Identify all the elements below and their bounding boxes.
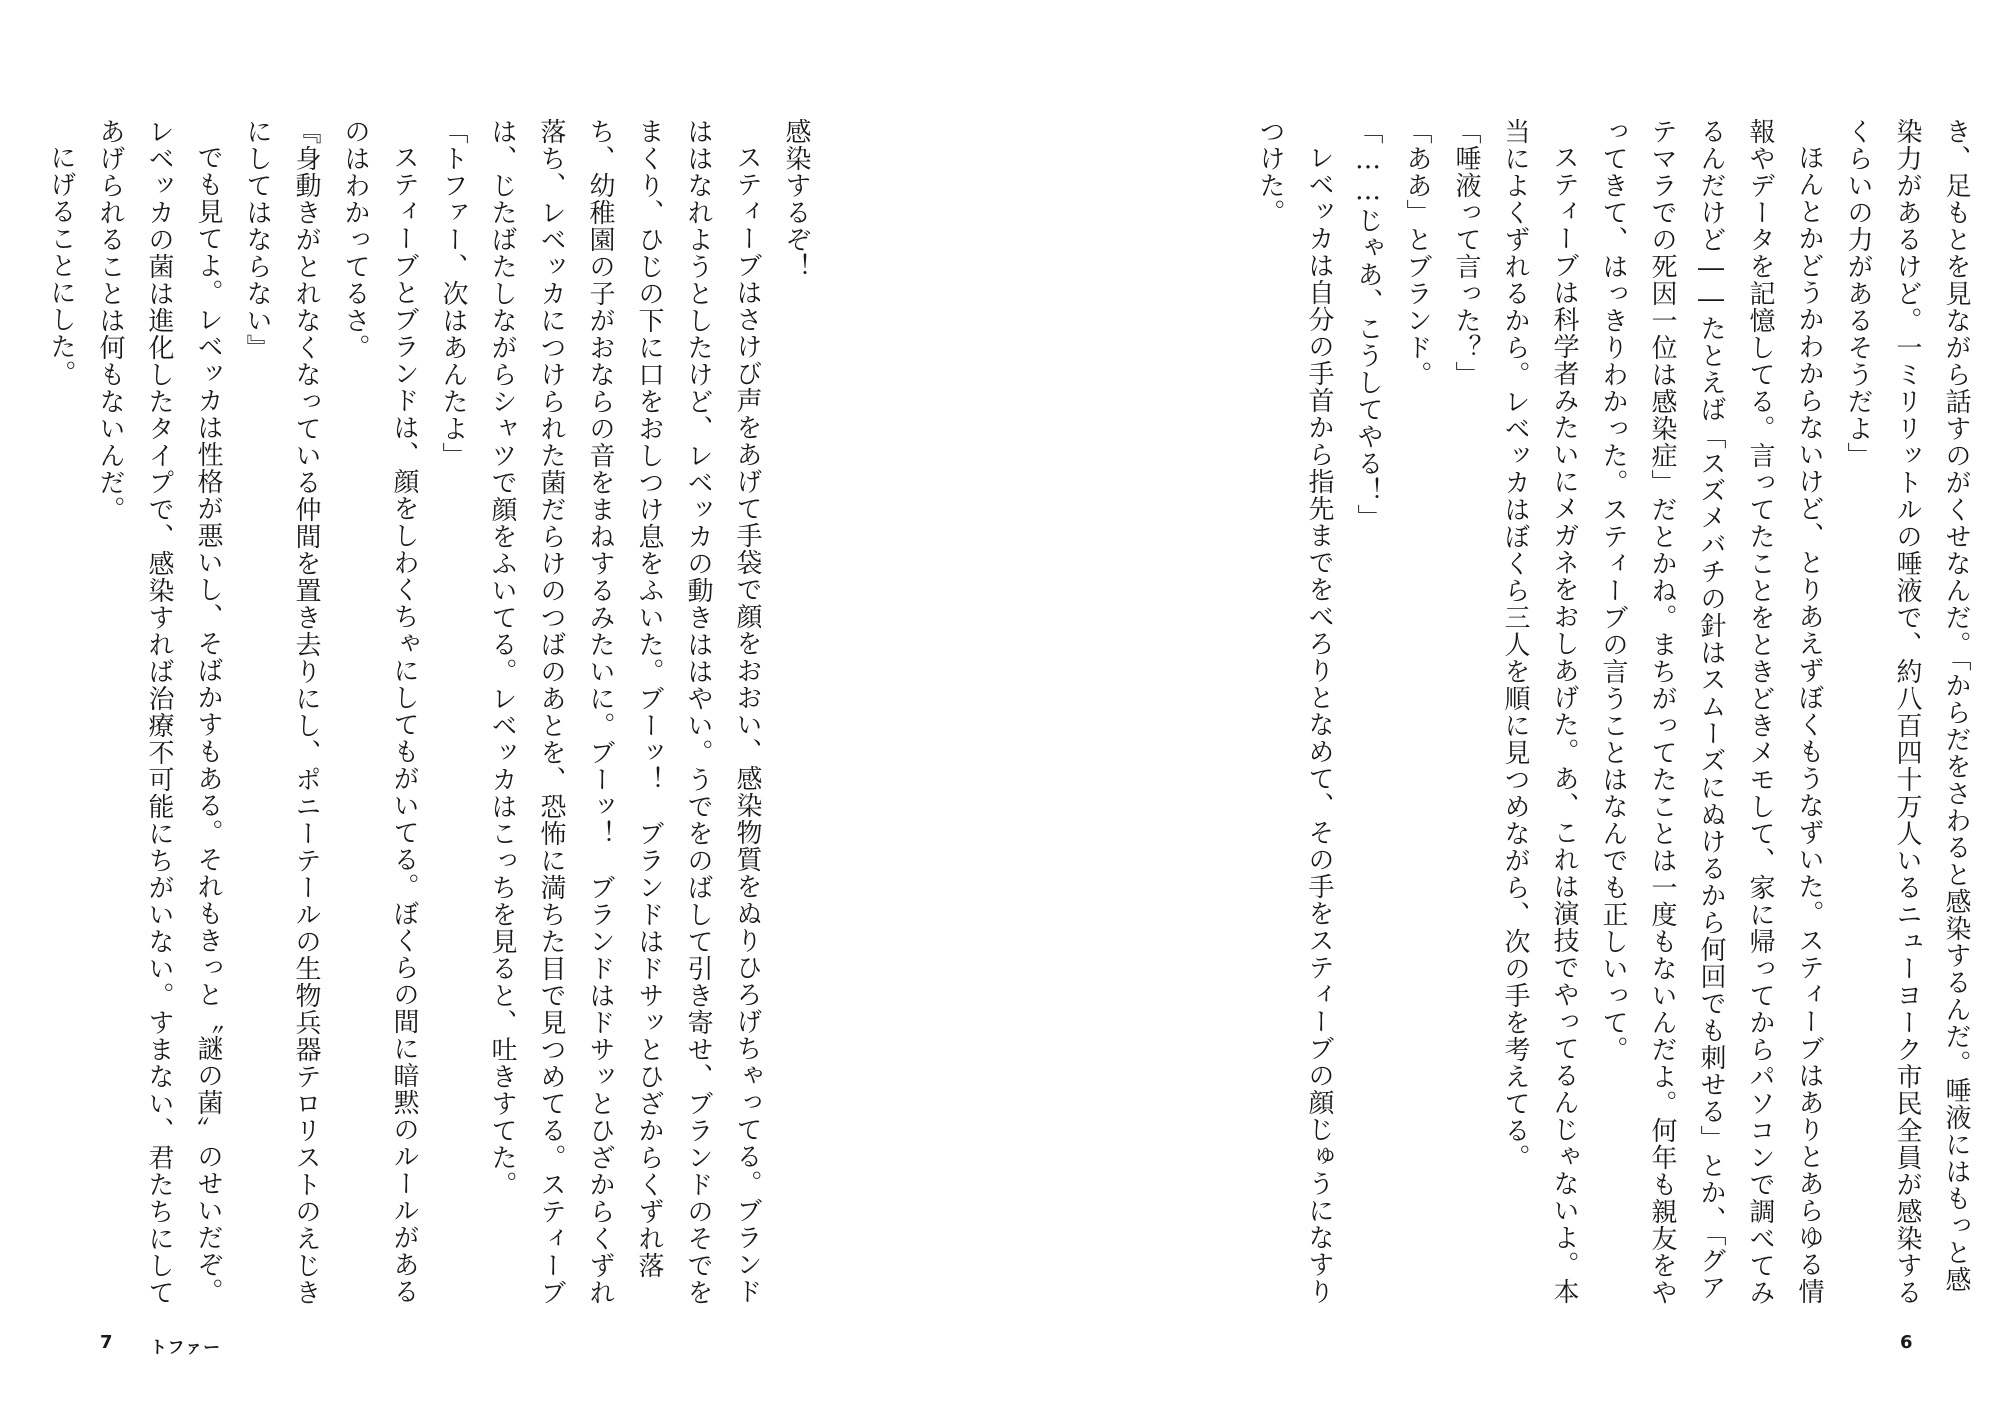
paragraph: ほんとかどうかわからないけど、とりあえずぼくもうなずいた。スティーブはありとあらゆる情報やデータを記憶してる。言ってたことをときどきメモして、家に帰ってからパソコンで調べてみるんだけど――たとえば「スズメバチの針はスムーズにぬけるから何回でも刺せる」とか、「グアテマラでの死因一位は感染症」だとかね。まちがってたことは一度もないんだよ。何年も親友をやってきて、はっきりわかった。スティーブの言うことはなんでも正しいって。	[1598, 118, 1824, 1306]
page-number-right: 6	[1900, 1332, 1913, 1353]
paragraph: 『身動きがとれなくなっている仲間を置き去りにし、ポニーテールの生物兵器テロリストのえじきにしてはならない』	[242, 118, 321, 1306]
left-page-body	[46, 118, 820, 1318]
paragraph: レベッカは自分の手首から指先までをべろりとなめて、その手をスティーブの顔じゅうになすりつけた。	[1255, 118, 1334, 1305]
paragraph: 「トファー、次はあんたよ」	[438, 118, 468, 469]
paragraph: 「唾液って言った？」	[1451, 118, 1481, 388]
paragraph: でも見てよ。レベッカは性格が悪いし、そばかすもある。それもきっと〝謎の菌〟のせいだぞ。レベッカの菌は進化したタイプで、感染すれば治療不可能にちがいない。すまない、君たちにしてあげられることは何もないんだ。	[95, 118, 223, 1306]
paragraph: 「……じゃあ、こうしてやる！」	[1353, 118, 1383, 531]
paragraph: 「ああ」とブランド。	[1402, 118, 1432, 388]
right-page	[1000, 0, 2000, 1422]
running-head: トファー	[150, 1338, 222, 1358]
paragraph: にげることにした。	[46, 144, 76, 387]
paragraph: スティーブとブランドは、顔をしわくちゃにしてもがいてる。ぼくらの間に暗黙のルールがあるのはわかってるさ。	[340, 118, 419, 1305]
paragraph: スティーブはさけび声をあげて手袋で顔をおおい、感染物質をぬりひろげちゃってる。ブランドははなれようとしたけど、レベッカの動きははやい。うでをのばして引き寄せ、ブランドのそでをまくり、ひじの下に口をおしつけ息をふいた。ブーッ！ ブランドはドサッとひざからくずれ落ち、幼稚園の子がおならの音をまねするみたいに。ブーッ！ ブランドはドサッとひざからくずれ落ち、レベッカにつけられた菌だらけのつばのあとを、恐怖に満ちた目で見つめてる。スティーブは、じたばたしながらシャツで顔をふいてる。レベッカはこっちを見ると、吐きすてた。	[487, 118, 762, 1306]
paragraph: スティーブは科学者みたいにメガネをおしあげた。あ、これは演技でやってるんじゃないよ。本当によくずれるから。レベッカはぼくら三人を順に見つめながら、次の手を考えてる。	[1500, 118, 1579, 1305]
paragraph: き、足もとを見ながら話すのがくせなんだ。「からだをさわると感染するんだ。唾液にはもっと感染力があるけど。一ミリリットルの唾液で、約八百四十万人いるニューヨーク市民全員が感染するくらいの力があるそうだよ」	[1843, 118, 1971, 1306]
page-number-left: 7	[100, 1332, 113, 1353]
paragraph: 感染するぞ！	[781, 118, 811, 280]
right-page-body	[1180, 118, 1980, 1318]
